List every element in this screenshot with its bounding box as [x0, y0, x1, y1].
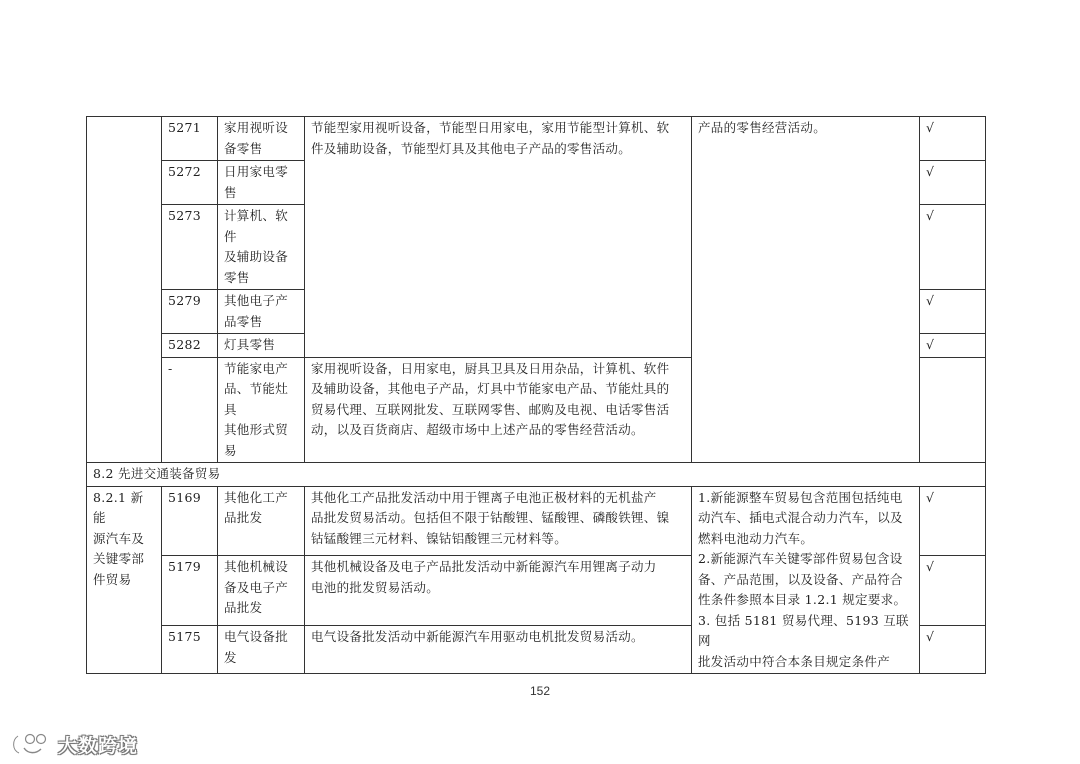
watermark [10, 728, 138, 760]
brand-logo-icon [10, 730, 52, 758]
industry-catalog-table [86, 116, 986, 674]
note-cell: 产品的零售经营活动。 [692, 117, 920, 463]
industry-name: 家用视听设 备零售 [218, 117, 305, 161]
table-row [87, 486, 986, 556]
industry-name: 其他电子产 品零售 [218, 290, 305, 334]
industry-code: 5169 [162, 486, 218, 556]
activity-description: 其他化工产品批发活动中用于锂离子电池正极材料的无机盐产 品批发贸易活动。包括但不限于钴酸锂、锰酸锂、磷酸铁锂、镍 钴锰酸锂三元材料、镍钴铝酸锂三元材料等。 [305, 486, 692, 556]
industry-code: 5179 [162, 556, 218, 626]
industry-name: 计算机、软件 及辅助设备 零售 [218, 205, 305, 290]
industry-code: 5282 [162, 334, 218, 358]
activity-description: 电气设备批发活动中新能源汽车用驱动电机批发贸易活动。 [305, 626, 692, 674]
check-mark: √ [920, 117, 986, 161]
industry-name: 其他化工产 品批发 [218, 486, 305, 556]
industry-name: 灯具零售 [218, 334, 305, 358]
check-mark [920, 357, 986, 463]
industry-name: 日用家电零 售 [218, 161, 305, 205]
check-mark: √ [920, 290, 986, 334]
check-mark: √ [920, 161, 986, 205]
industry-name: 节能家电产 品、节能灶具 其他形式贸 易 [218, 357, 305, 463]
check-mark: √ [920, 626, 986, 674]
industry-code: 5272 [162, 161, 218, 205]
industry-name: 其他机械设 备及电子产 品批发 [218, 556, 305, 626]
industry-name: 电气设备批 发 [218, 626, 305, 674]
check-mark: √ [920, 486, 986, 556]
section-row [87, 463, 986, 487]
watermark-text: 大数跨境 [58, 734, 139, 757]
check-mark: √ [920, 205, 986, 290]
activity-description: 节能型家用视听设备，节能型日用家电，家用节能型计算机、软 件及辅助设备，节能型灯具及其他电子产品的零售活动。 [305, 117, 692, 358]
note-cell: 1.新能源整车贸易包含范围包括纯电 动汽车、插电式混合动力汽车，以及 燃料电池动力汽车。 2.新能源汽车关键零部件贸易包含设 备、产品范围，以及设备、产品符合 性条件参照本目录 1.2.1 规定要求。 3. 包括 5181 贸易代理、5193 互联网 批发活动中符合本条目规定条件产 [692, 486, 920, 674]
check-mark: √ [920, 556, 986, 626]
table-row [87, 117, 986, 161]
activity-description: 其他机械设备及电子产品批发活动中新能源汽车用锂离子动力 电池的批发贸易活动。 [305, 556, 692, 626]
activity-description: 家用视听设备，日用家电，厨具卫具及日用杂品，计算机、软件 及辅助设备，其他电子产品，灯具中节能家电产品、节能灶具的 贸易代理、互联网批发、互联网零售、邮购及电视、电话零售活 动，以及百货商店、超级市场中上述产品的零售经营活动。 [305, 357, 692, 463]
page-number: 152 [529, 684, 551, 698]
category-cell [87, 117, 162, 463]
industry-code: 5273 [162, 205, 218, 290]
industry-code: 5175 [162, 626, 218, 674]
industry-code: 5271 [162, 117, 218, 161]
industry-code: 5279 [162, 290, 218, 334]
subsection-label: 8.2.1 新能 源汽车及 关键零部 件贸易 [87, 486, 162, 674]
check-mark: √ [920, 334, 986, 358]
industry-code: - [162, 357, 218, 463]
section-title: 8.2 先进交通装备贸易 [87, 463, 986, 487]
